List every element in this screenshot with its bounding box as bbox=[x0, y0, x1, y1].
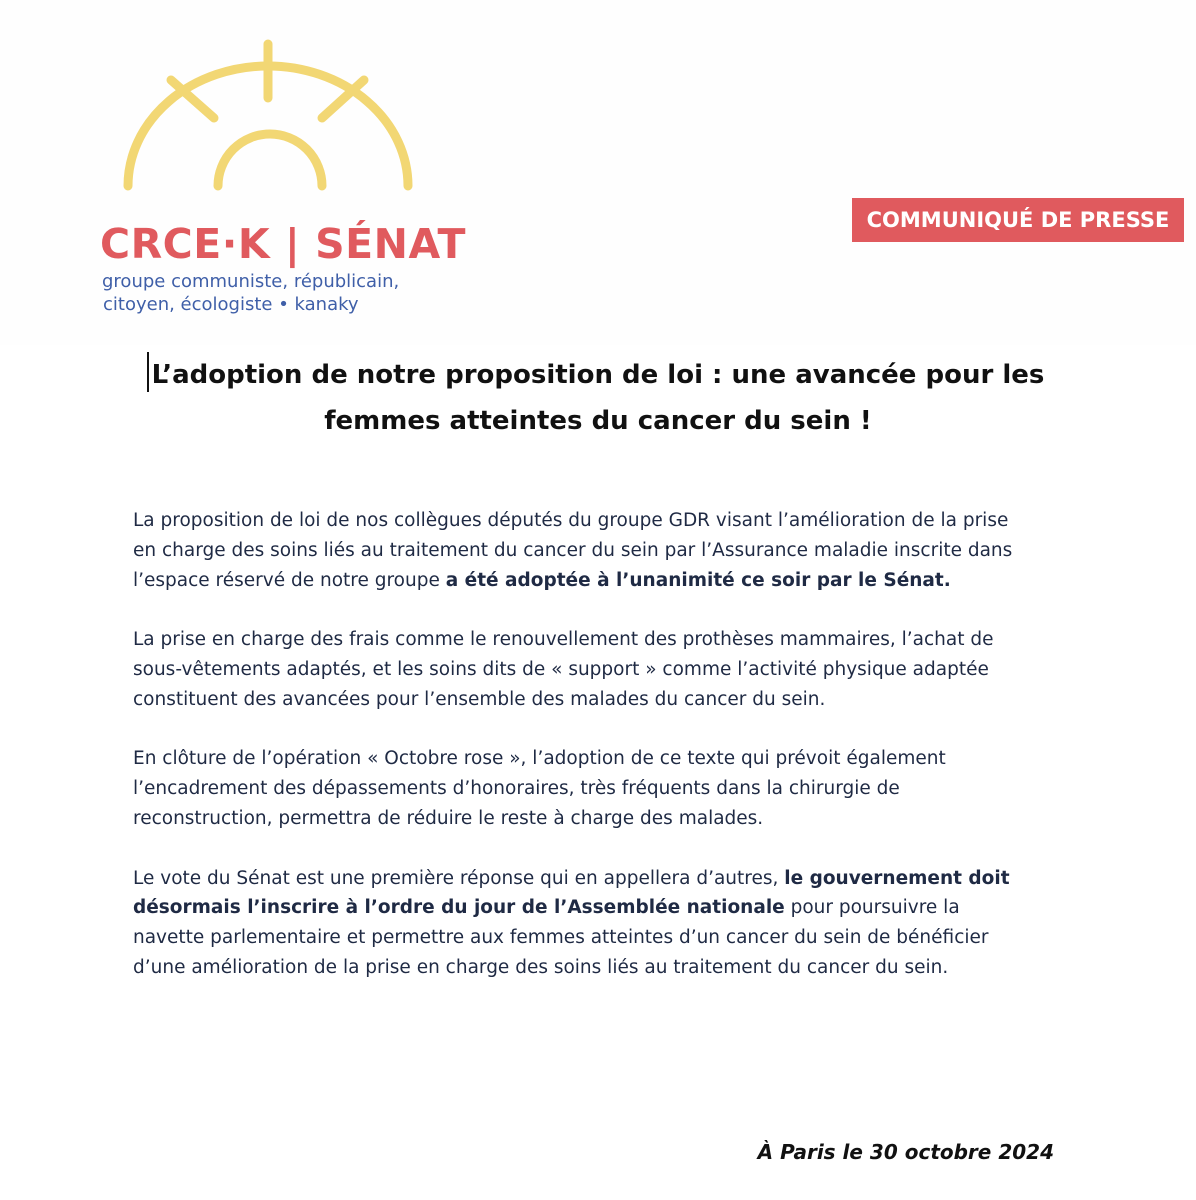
paragraph-3 bbox=[133, 744, 1033, 833]
paragraph-1-text: La proposition de loi de nos collègues députés du groupe GDR visant l’amélioration de la prise en charge des soins liés au traitement du cancer du sein par l’Assurance maladie inscrite dans l’espace réservé de notre groupe bbox=[133, 510, 1013, 591]
logo-name: CRCE·K | SÉNAT bbox=[100, 220, 466, 268]
logo-subtitle-line1: groupe communiste, républicain, bbox=[102, 271, 400, 292]
group-logo bbox=[96, 36, 466, 315]
paragraph-4-bold: le gouvernement doit désormais l’inscrire à l’ordre du jour de l’Assemblée nationale bbox=[133, 867, 1010, 919]
paragraph-3-text: En clôture de l’opération « Octobre rose », l’adoption de ce texte qui prévoit également l’encadrement des dépassements d’honoraires, très fréquents dans la chirurgie de reconstruction, permettra de réduire le reste à charge des malades. bbox=[133, 748, 946, 829]
press-release-badge: COMMUNIQUÉ DE PRESSE bbox=[852, 198, 1184, 242]
header bbox=[0, 0, 1196, 345]
paragraph-1 bbox=[133, 506, 1033, 595]
signature-date: À Paris le 30 octobre 2024 bbox=[757, 1140, 1054, 1164]
press-release-body bbox=[133, 506, 1033, 1013]
paragraph-2 bbox=[133, 625, 1033, 714]
paragraph-2-text: La prise en charge des frais comme le renouvellement des prothèses mammaires, l’achat de sous-vêtements adaptés, et les soins dits de « support » comme l’activité physique adaptée constituent des avancées pour l’ensemble des malades du cancer du sein. bbox=[133, 629, 994, 710]
sun-logo-icon bbox=[96, 36, 441, 226]
paragraph-4 bbox=[133, 864, 1033, 983]
paragraph-4-text: Le vote du Sénat est une première réponse qui en appellera d’autres, bbox=[133, 867, 785, 889]
logo-subtitle-line2: citoyen, écologiste • kanaky bbox=[103, 294, 359, 315]
paragraph-1-bold: a été adoptée à l’unanimité ce soir par le Sénat. bbox=[445, 569, 951, 591]
paragraph-4-after: pour poursuivre la navette parlementaire et permettre aux femmes atteintes d’un cancer du sein de bénéficier d’une amélioration de la prise en charge des soins liés au traitement du cancer du sein. bbox=[133, 897, 989, 978]
page-title: L’adoption de notre proposition de loi : une avancée pour les femmes atteintes du cancer du sein ! bbox=[151, 360, 1045, 436]
